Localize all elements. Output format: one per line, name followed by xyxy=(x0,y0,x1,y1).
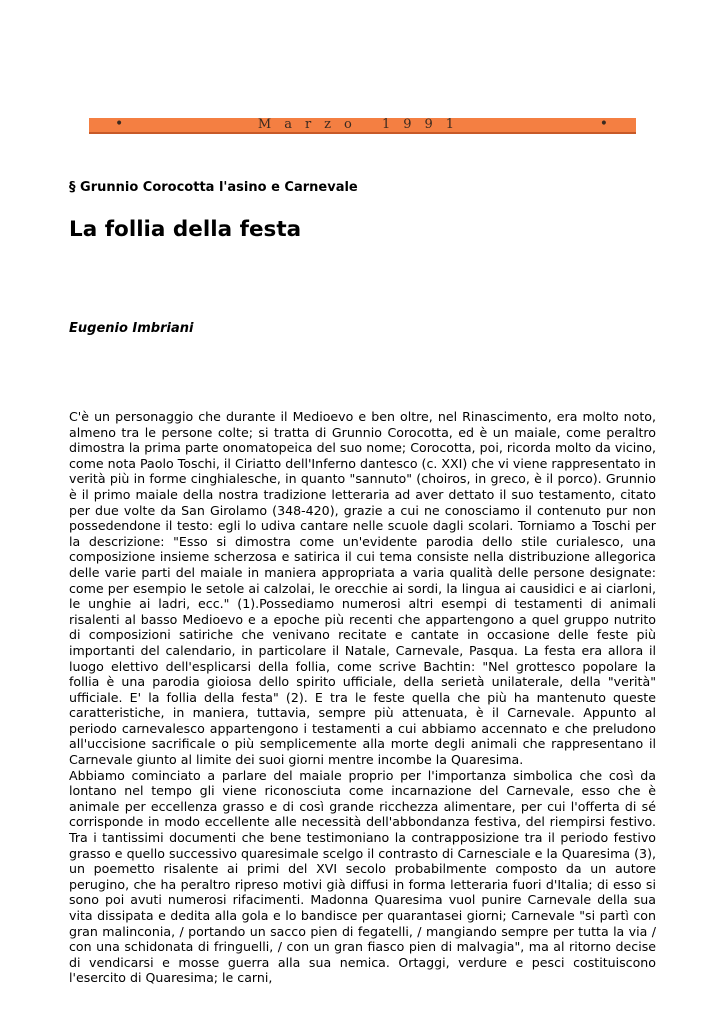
paragraph: C'è un personaggio che durante il Medioevo e ben oltre, nel Rinascimento, era molto noto, almeno tra le persone colte; si tratta di Grunnio Corocotta, ed è un maiale, come peraltro dimostra la prima parte onomatopeica del suo nome; Corocotta, poi, ricorda molto da vicino, come nota Paolo Toschi, il Ciriatto dell'Inferno dantesco (c. XXI) che vi viene rappresentato in verità più in forme cinghialesche, in quanto "sannuto" (choiros, in greco, è il porco). Grunnio è il primo maiale della nostra tradizione letteraria ad aver dettato il suo testamento, citato per due volte da San Girolamo (348-420), grazie a cui ne conosciamo il contenuto pur non possedendone il testo: egli lo udiva cantare nelle scuole dagli scolari. Torniamo a Toschi per la descrizione: "Esso si dimostra come un'evidente parodia dello stile curialesco, una composizione insieme scherzosa e satirica il cui tema consiste nella distribuzione allegorica delle varie parti del maiale in maniera appropriata a varia qualità delle persone designate: come per esempio le setole ai calzolai, le orecchie ai sordi, la lingua ai causidici e ai ciarloni, le unghie ai ladri, ecc." (1).Possediamo numerosi altri esempi di testamenti di animali risalenti al basso Medioevo e a epoche più recenti che appartengono a quel gruppo nutrito di composizioni satiriche che venivano recitate e cantate in occasione delle feste più importanti del calendario, in particolare il Natale, Carnevale, Pasqua. La festa era allora il luogo elettivo dell'esplicarsi della follia, come scrive Bachtin: "Nel grottesco popolare la follia è una parodia gioiosa dello spirito ufficiale, della serietà unilaterale, della "verità" ufficiale. E' la follia della festa" (2). E tra le feste quella che più ha mantenuto queste caratteristiche, in maniera, tuttavia, sempre più attenuata, è il Carnevale. Appunto al periodo carnevalesco appartengono i testamenti a cui abbiamo accennato e che preludono all'uccisione sacrificale o più semplicemente alla morte degli animali che rappresentano il Carnevale giunto al limite dei suoi giorni mentre incombe la Quaresima. xyxy=(69,409,656,768)
article-title: La follia della festa xyxy=(69,217,302,242)
paragraph: Abbiamo cominciato a parlare del maiale proprio per l'importanza simbolica che così da lontano nel tempo gli viene riconosciuta come incarnazione del Carnevale, esso che è animale per eccellenza grasso e di così grande ricchezza alimentare, per cui l'offerta di sé corrisponde in modo eccellente alle necessità dell'abbondanza festiva, del riempirsi festivo. Tra i tantissimi documenti che bene testimoniano la contrapposizione tra il periodo festivo grasso e quello successivo quaresimale scelgo il contrasto di Carnesciale e la Quaresima (3), un poemetto risalente ai primi del XVI secolo probabilmente composto da un autore perugino, che ha peraltro ripreso motivi già diffusi in forma letteraria fuori d'Italia; di esso si sono poi avuti numerosi rifacimenti. Madonna Quaresima vuol punire Carnevale della sua vita dissipata e dedita alla gola e lo bandisce per quarantasei giorni; Carnevale "si partì con gran malinconia, / portando un sacco pien di fegatelli, / mangiando sempre per tutta la via / con una schidonata di fringuelli, / con un gran fiasco pien di malvagia", ma al ritorno decise di vendicarsi e mosse guerra alla sua nemica. Ortaggi, verdure e pesci costituiscono l'esercito di Quaresima; le carni, xyxy=(69,767,656,986)
bullet-right: • xyxy=(599,116,608,132)
bullet-left: • xyxy=(115,116,124,132)
banner-date: Marzo 1991 xyxy=(257,117,468,132)
header-banner xyxy=(89,118,636,134)
section-heading: § Grunnio Corocotta l'asino e Carnevale xyxy=(69,180,358,195)
article-body xyxy=(69,409,656,986)
article-author: Eugenio Imbriani xyxy=(69,321,194,336)
